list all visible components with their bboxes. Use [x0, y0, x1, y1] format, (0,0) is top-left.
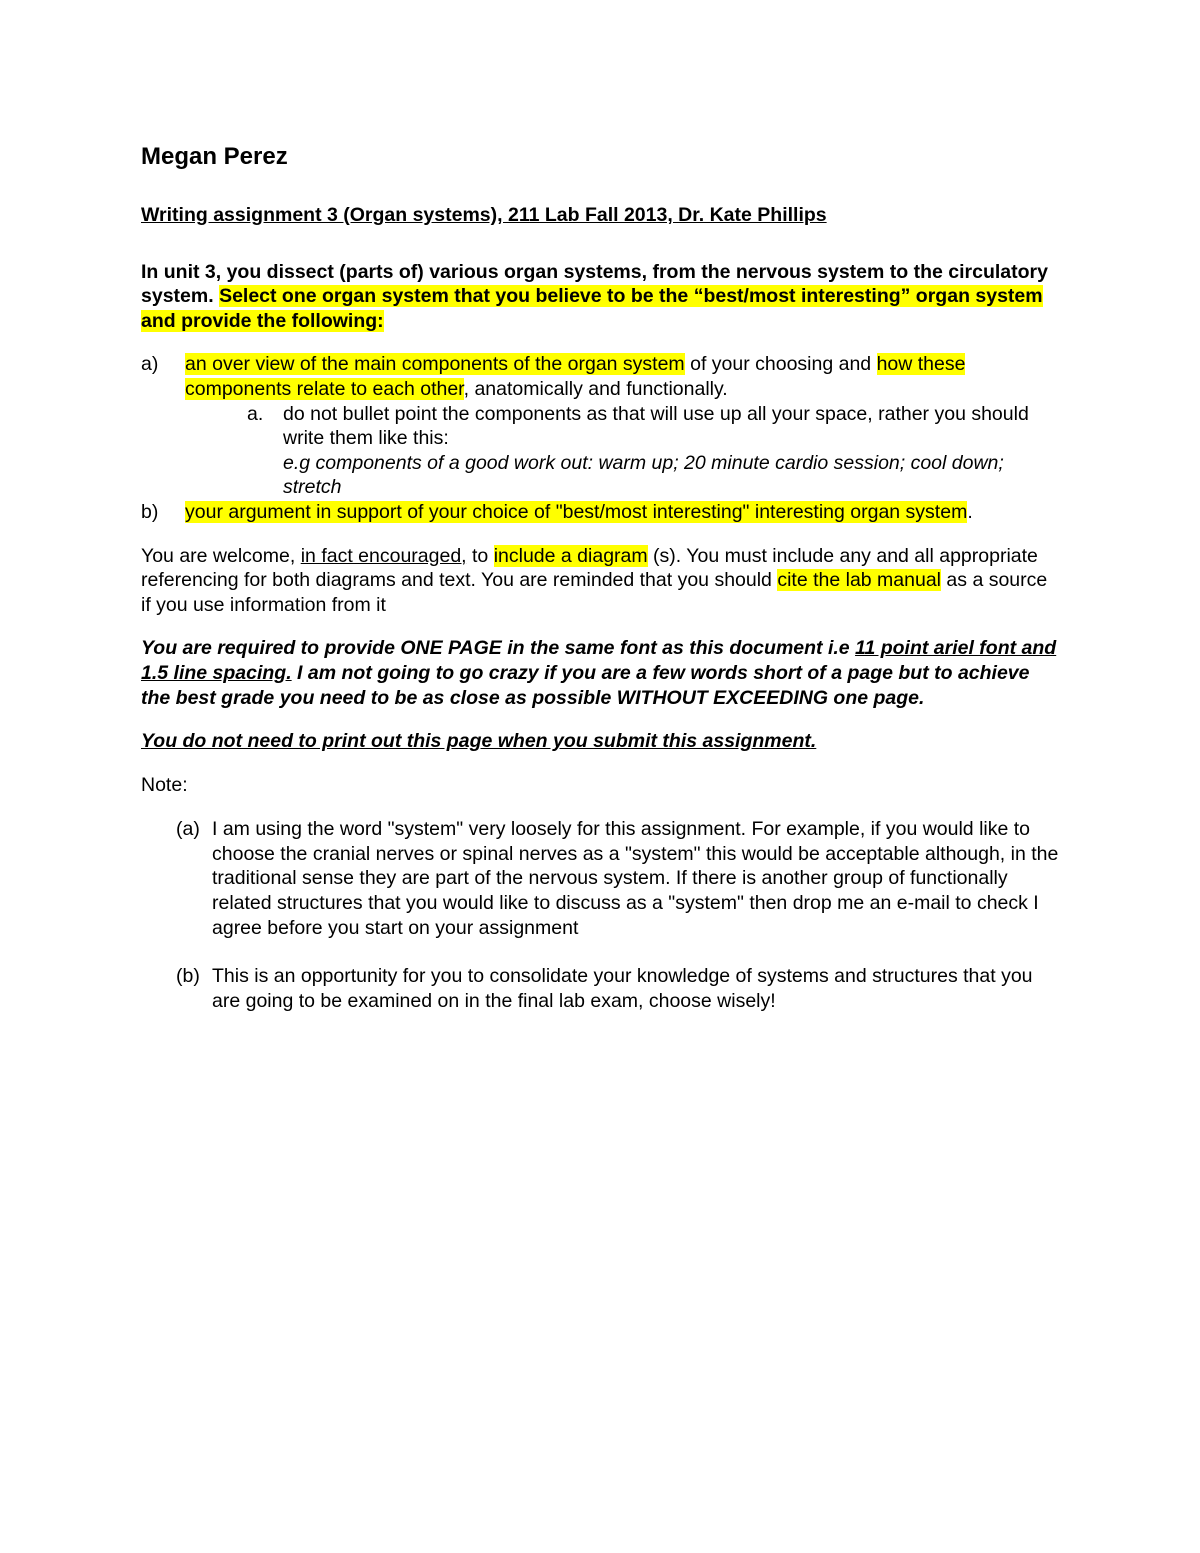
list-item-b [141, 500, 1061, 525]
note-item-b [141, 964, 1061, 1013]
welcome-highlight-cite: cite the lab manual [777, 569, 942, 592]
welcome-underlined: in fact encouraged, [300, 544, 467, 567]
sub-list-label: a. [247, 402, 264, 425]
item-a-highlight-1: an over view of the main components of the organ system [185, 353, 685, 376]
item-a-highlight-2: how these components relate to each other [185, 353, 966, 400]
list-label-a: a) [141, 353, 159, 376]
item-b-highlight: your argument in support of your choice of "best/most interesting" interesting organ system [185, 500, 968, 523]
note-label-b: (b) [176, 965, 200, 988]
welcome-text-1: You are welcome, [141, 544, 301, 567]
welcome-text-2: to [466, 544, 494, 567]
item-a-end-text: , anatomically and functionally. [463, 377, 728, 400]
requirement-underlined: 11 point ariel font and 1.5 line spacing. [141, 637, 1057, 684]
note-text-a: I am using the word "system" very loosely for this assignment. For example, if you would like to choose the cranial nerves or spinal nerves as a "system" this would be acceptable although, in the traditional sense they are part of the nervous system. If there is another group of functionally related structures that you would like to discuss as a "system" then drop me an e-mail to check I agree before you start on your assignment [212, 818, 1059, 939]
item-b-end-text: . [967, 500, 973, 523]
welcome-text-4: as a source if you use information from it [141, 569, 1048, 616]
intro-text: In unit 3, you dissect (parts of) various organ systems, from the nervous system to the circulatory system. [141, 260, 1048, 308]
sub-item-text: do not bullet point the components as that will use up all your space, rather you should write them like this: [283, 402, 1029, 450]
item-a-middle-text: of your choosing and [684, 353, 877, 376]
list-item-a [141, 352, 1061, 401]
requirement-text-1: You are required to provide ONE PAGE in the same font as this document i.e [141, 637, 856, 660]
note-item-a [141, 817, 1061, 940]
requirement-paragraph [141, 636, 1061, 710]
note-text-b: This is an opportunity for you to consolidate your knowledge of systems and structures that you are going to be examined on in the final lab exam, choose wisely! [212, 965, 1033, 1012]
assignment-title: Writing assignment 3 (Organ systems), 211 Lab Fall 2013, Dr. Kate Phillips [141, 204, 827, 226]
requirement-text-2: I am not going to go crazy if you are a few words short of a page but to achieve the best grade you need to be as close as possible WITHOUT EXCEEDING one page. [141, 661, 1030, 709]
author-name: Megan Perez [141, 143, 288, 170]
sub-item-example: e.g components of a good work out: warm up; 20 minute cardio session; cool down; stretch [283, 451, 1004, 499]
intro-paragraph [141, 260, 1061, 334]
note-label-a: (a) [176, 818, 200, 841]
note-label: Note: [141, 773, 188, 796]
welcome-text-3: (s). You must include any and all appropriate referencing for both diagrams and text. You are reminded that you should [141, 544, 1038, 592]
welcome-highlight-diagram: include a diagram [493, 544, 648, 567]
welcome-paragraph [141, 544, 1061, 618]
document-body [141, 142, 1061, 1037]
print-note: You do not need to print out this page when you submit this assignment. [141, 730, 817, 753]
intro-highlighted-text: Select one organ system that you believe to be the “best/most interesting” organ system and provide the following: [141, 285, 1043, 332]
sub-list-item-a [141, 402, 1061, 500]
list-label-b: b) [141, 500, 159, 523]
